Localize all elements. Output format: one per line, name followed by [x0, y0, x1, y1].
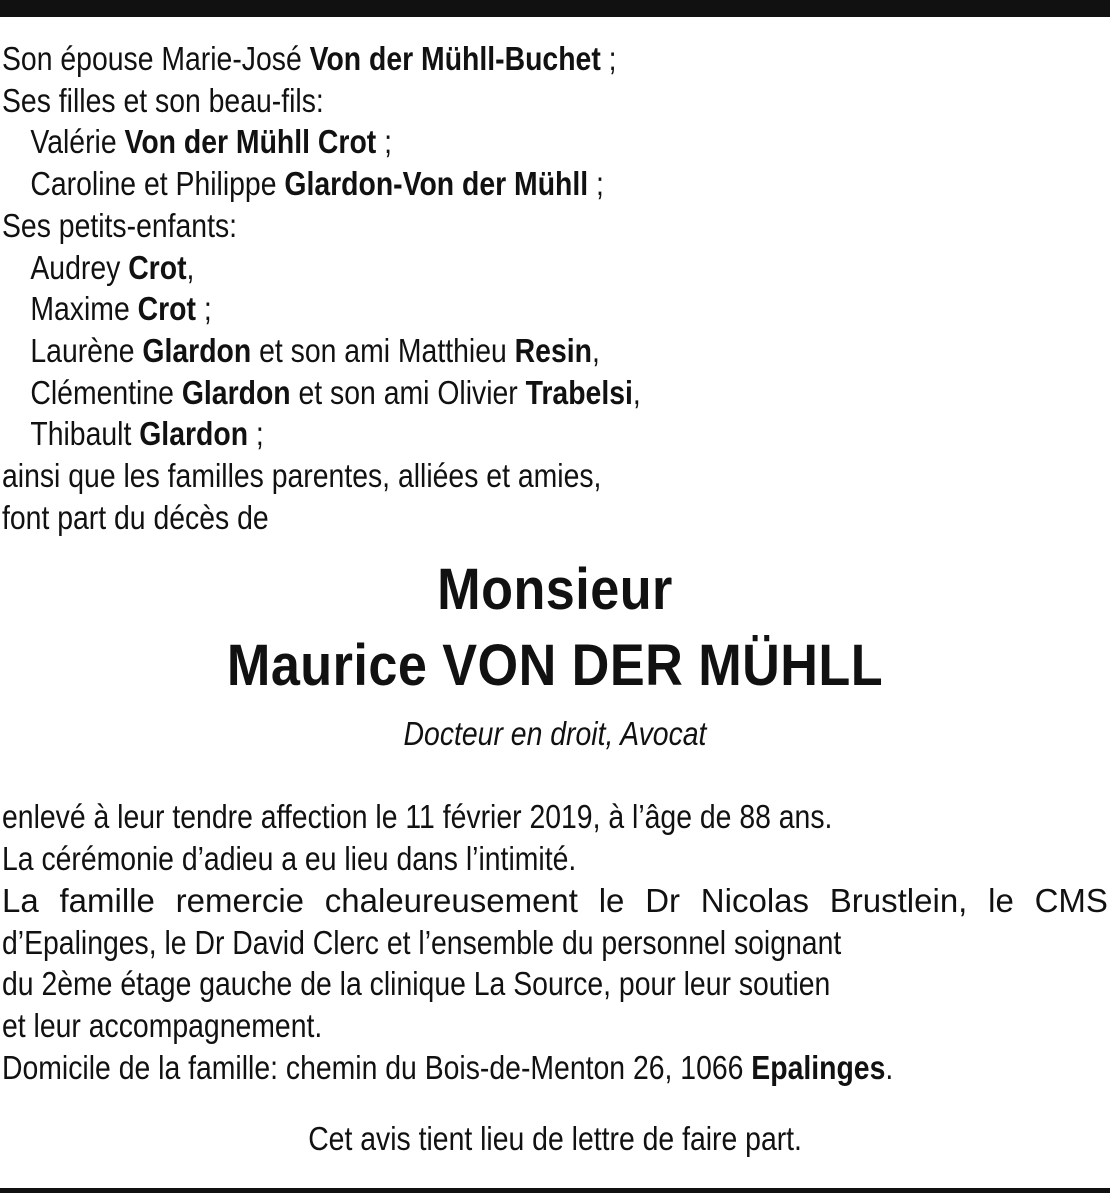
- families-line: ainsi que les familles parentes, alliées et amies,: [2, 457, 602, 495]
- grandchildren-label: Ses petits-enfants:: [2, 206, 238, 244]
- thanks-line-2: d’Epalinges, le Dr David Clerc et l’ensemble du personnel soignant: [2, 923, 842, 961]
- daughters-label: Ses filles et son beau-fils:: [2, 81, 324, 119]
- grandchild-line-2: Maxime Crot ;: [30, 290, 212, 328]
- deceased-name: Maurice VON DER MÜHLL: [226, 633, 884, 699]
- spouse-line: Son épouse Marie-José Von der Mühll-Buchet ;: [2, 40, 617, 77]
- deceased-profession: Docteur en droit, Avocat: [403, 715, 707, 753]
- daughter-line-1: Valérie Von der Mühll Crot ;: [30, 123, 393, 161]
- thanks-word: le: [598, 881, 625, 919]
- thanks-word: chaleureusement: [324, 881, 578, 919]
- thanks-word: CMS: [1034, 881, 1108, 919]
- deceased-title: Monsieur: [437, 557, 673, 623]
- grandchild-line-5: Thibault Glardon ;: [30, 415, 264, 453]
- thanks-line: [2, 880, 1108, 922]
- deceased-heading: [2, 552, 1108, 756]
- top-rule: [0, 0, 1110, 17]
- announce-line: font part du décès de: [2, 498, 269, 536]
- footer-note: Cet avis tient lieu de lettre de faire part.: [308, 1120, 802, 1158]
- thanks-word: Brustlein,: [829, 881, 968, 919]
- thanks-word: famille: [59, 881, 155, 919]
- thanks-word: Nicolas: [700, 881, 809, 919]
- thanks-word: le: [988, 881, 1014, 919]
- grandchild-line-1: Audrey Crot,: [30, 248, 195, 286]
- thanks-line-3: du 2ème étage gauche de la clinique La Source, pour leur soutien: [2, 965, 831, 1003]
- thanks-word: remercie: [175, 881, 304, 919]
- thanks-word: Dr: [645, 881, 681, 919]
- domicile-line: Domicile de la famille: chemin du Bois-de-Menton 26, 1066 Epalinges.: [2, 1048, 894, 1086]
- passing-line: enlevé à leur tendre affection le 11 février 2019, à l’âge de 88 ans.: [2, 798, 833, 836]
- obituary-notice: [2, 38, 1108, 1160]
- ceremony-line: La cérémonie d’adieu a eu lieu dans l’intimité.: [2, 840, 577, 878]
- bottom-rule: [0, 1188, 1110, 1193]
- thanks-line-4: et leur accompagnement.: [2, 1006, 323, 1044]
- grandchild-line-3: Laurène Glardon et son ami Matthieu Resin,: [30, 331, 600, 369]
- spacer: [2, 756, 1108, 796]
- grandchild-line-4: Clémentine Glardon et son ami Olivier Trabelsi,: [30, 373, 641, 411]
- daughter-line-2: Caroline et Philippe Glardon-Von der Mühll ;: [30, 165, 604, 203]
- thanks-word: La: [2, 881, 39, 919]
- spacer-footer: [2, 1088, 1108, 1118]
